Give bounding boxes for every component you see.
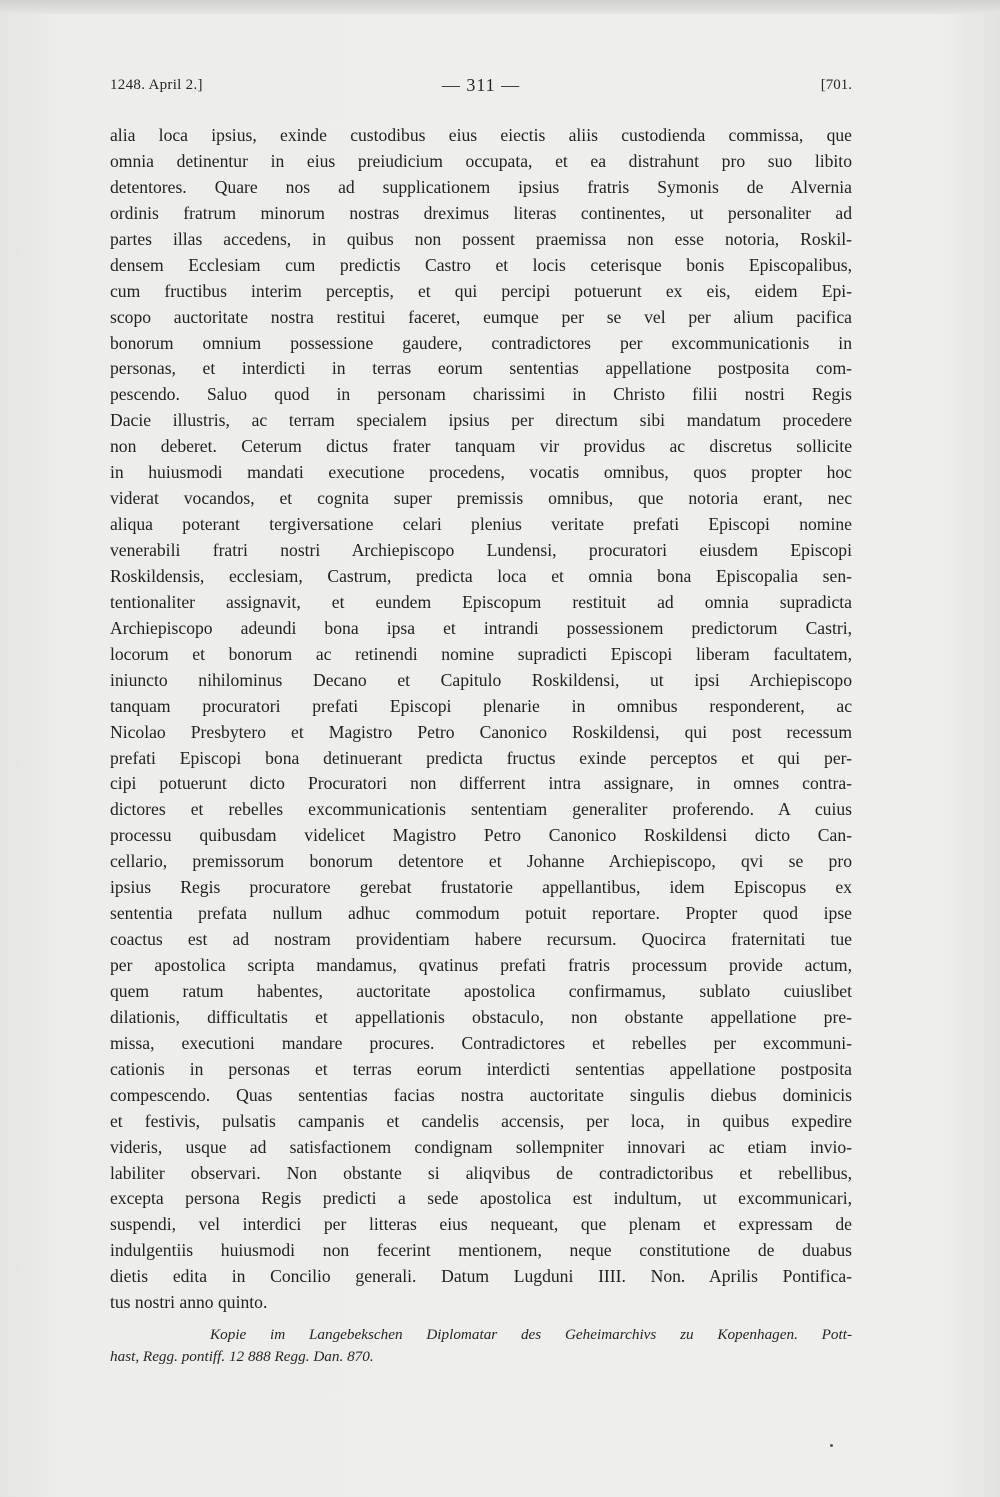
- body-text: [110, 123, 852, 1316]
- text-line: Nicolao Presbytero et Magistro Petro Canonico Roskildensi, qui post recessum: [110, 721, 852, 742]
- source-note-line: hast, Regg. pontiff. 12 888 Regg. Dan. 870.: [110, 1348, 374, 1365]
- text-line: Archiepiscopo adeundi bona ipsa et intrandi possessionem predictorum Castri,: [110, 617, 852, 638]
- text-line: per apostolica scripta mandamus, qvatinus prefati fratris processum provide actum,: [110, 955, 852, 975]
- text-line: et festivis, pulsatis campanis et candelis accensis, per loca, in quibus expedire: [110, 1110, 852, 1131]
- text-line: videris, usque ad satisfactionem condignam sollempniter innovari ac etiam invio-: [110, 1136, 852, 1157]
- text-line: suspendi, vel interdici per litteras eius nequeant, que plenam et expressam de: [110, 1214, 852, 1235]
- text-line: cellario, premissorum bonorum detentore et Johanne Archiepiscopo, qvi se pro: [110, 851, 852, 872]
- text-line: indulgentiis huiusmodi non fecerint mentionem, neque constitutione de duabus: [110, 1240, 852, 1261]
- text-line: compescendo. Quas sententias facias nostra auctoritate singulis diebus dominicis: [110, 1084, 852, 1105]
- text-line: viderat vocandos, et cognita super premissis omnibus, que notoria erant, nec: [110, 488, 852, 509]
- text-line: venerabili fratri nostri Archiepiscopo Lundensi, procuratori eiusdem Episcopi: [110, 540, 852, 560]
- text-line: cum fructibus interim perceptis, et qui percipi potuerunt ex eis, eidem Epi-: [110, 280, 852, 301]
- text-line: ipsius Regis procuratore gerebat frustatorie appellantibus, idem Episcopus ex: [110, 877, 852, 898]
- source-note-line: Kopie im Langebekschen Diplomatar des Geheimarchivs zu Kopenhagen. Pott-: [210, 1326, 852, 1343]
- text-line: densem Ecclesiam cum predictis Castro et locis ceterisque bonis Episcopalibus,: [110, 254, 852, 275]
- text-line: scopo auctoritate nostra restitui faceret, eumque per se vel per alium pacifica: [110, 306, 852, 327]
- text-line: pescendo. Saluo quod in personam charissimi in Christo filii nostri Regis: [110, 384, 852, 405]
- text-line: locorum et bonorum ac retinendi nomine supradicti Episcopi liberam facultatem,: [110, 643, 852, 664]
- paper-speck: [830, 1444, 833, 1447]
- text-line: iniuncto nihilominus Decano et Capitulo Roskildensi, ut ipsi Archiepiscopo: [110, 669, 852, 690]
- text-line: non deberet. Ceterum dictus frater tanquam vir providus ac discretus sollicite: [110, 436, 852, 457]
- text-line: dietis edita in Concilio generali. Datum Lugduni IIII. Non. Aprilis Pontifica-: [110, 1266, 852, 1287]
- text-line: tanquam procuratori prefati Episcopi plenarie in omnibus responderent, ac: [110, 695, 852, 716]
- text-line: in huiusmodi mandati executione procedens, vocatis omnibus, quos propter hoc: [110, 462, 852, 483]
- text-line: detentores. Quare nos ad supplicationem ipsius fratris Symonis de Alvernia: [110, 176, 852, 197]
- text-line: tentionaliter assignavit, et eundem Episcopum restituit ad omnia supradicta: [110, 591, 852, 612]
- text-line: personas, et interdicti in terras eorum sententias appellatione postposita com-: [110, 358, 852, 379]
- text-line: cipi potuerunt dicto Procuratori non differrent intra assignare, in omnes contra-: [110, 773, 852, 794]
- text-line: Roskildensis, ecclesiam, Castrum, predicta loca et omnia bona Episcopalia sen-: [110, 565, 852, 586]
- text-line: bonorum omnium possessione gaudere, contradictores per excommunicationis in: [110, 332, 852, 353]
- text-line: missa, executioni mandare procures. Contradictores et rebelles per excommuni-: [110, 1032, 852, 1053]
- text-line: sententia prefata nullum adhuc commodum potuit reportare. Propter quod ipse: [110, 903, 852, 924]
- page-top-edge: [0, 0, 1000, 14]
- text-line: dilationis, difficultatis et appellationis obstaculo, non obstante appellatione pre-: [110, 1006, 852, 1027]
- text-line: omnia detinentur in eius preiudicium occupata, et ea distrahunt pro suo libito: [110, 150, 852, 171]
- text-line: tus nostri anno quinto.: [110, 1292, 268, 1313]
- header-date: 1248. April 2.]: [110, 77, 203, 93]
- text-line: partes illas accedens, in quibus non possent praemissa non esse notoria, Roskil-: [110, 228, 852, 249]
- text-line: cationis in personas et terras eorum interdicti sententias appellatione postposita: [110, 1058, 852, 1079]
- page-number: — 311 —: [441, 75, 521, 95]
- text-line: excepta persona Regis predicti a sede apostolica est indultum, ut excommunicari,: [110, 1188, 852, 1209]
- text-line: coactus est ad nostram providentiam habere recursum. Quocirca fraternitati tue: [110, 929, 852, 950]
- text-line: aliqua poterant tergiversatione celari plenius veritate prefati Episcopi nomine: [110, 514, 852, 535]
- text-line: prefati Episcopi bona detinuerant predicta fructus exinde perceptos et qui per-: [110, 747, 852, 768]
- text-line: alia loca ipsius, exinde custodibus eius eiectis aliis custodienda commissa, que: [110, 125, 852, 145]
- text-line: quem ratum habentes, auctoritate apostolica confirmamus, sublato cuiuslibet: [110, 980, 852, 1001]
- text-line: Dacie illustris, ac terram specialem ipsius per directum sibi mandatum procedere: [110, 410, 852, 431]
- running-head: [110, 77, 852, 101]
- source-note: [110, 1324, 852, 1368]
- text-line: labiliter observari. Non obstante si aliqvibus de contradictoribus et rebellibus,: [110, 1162, 852, 1183]
- text-line: ordinis fratrum minorum nostras dreximus literas continentes, ut personaliter ad: [110, 202, 852, 223]
- document-number: [701.: [820, 77, 852, 93]
- text-line: dictores et rebelles excommunicationis sententiam generaliter proferendo. A cuius: [110, 799, 852, 820]
- text-line: processu quibusdam videlicet Magistro Petro Canonico Roskildensi dicto Can-: [110, 825, 852, 846]
